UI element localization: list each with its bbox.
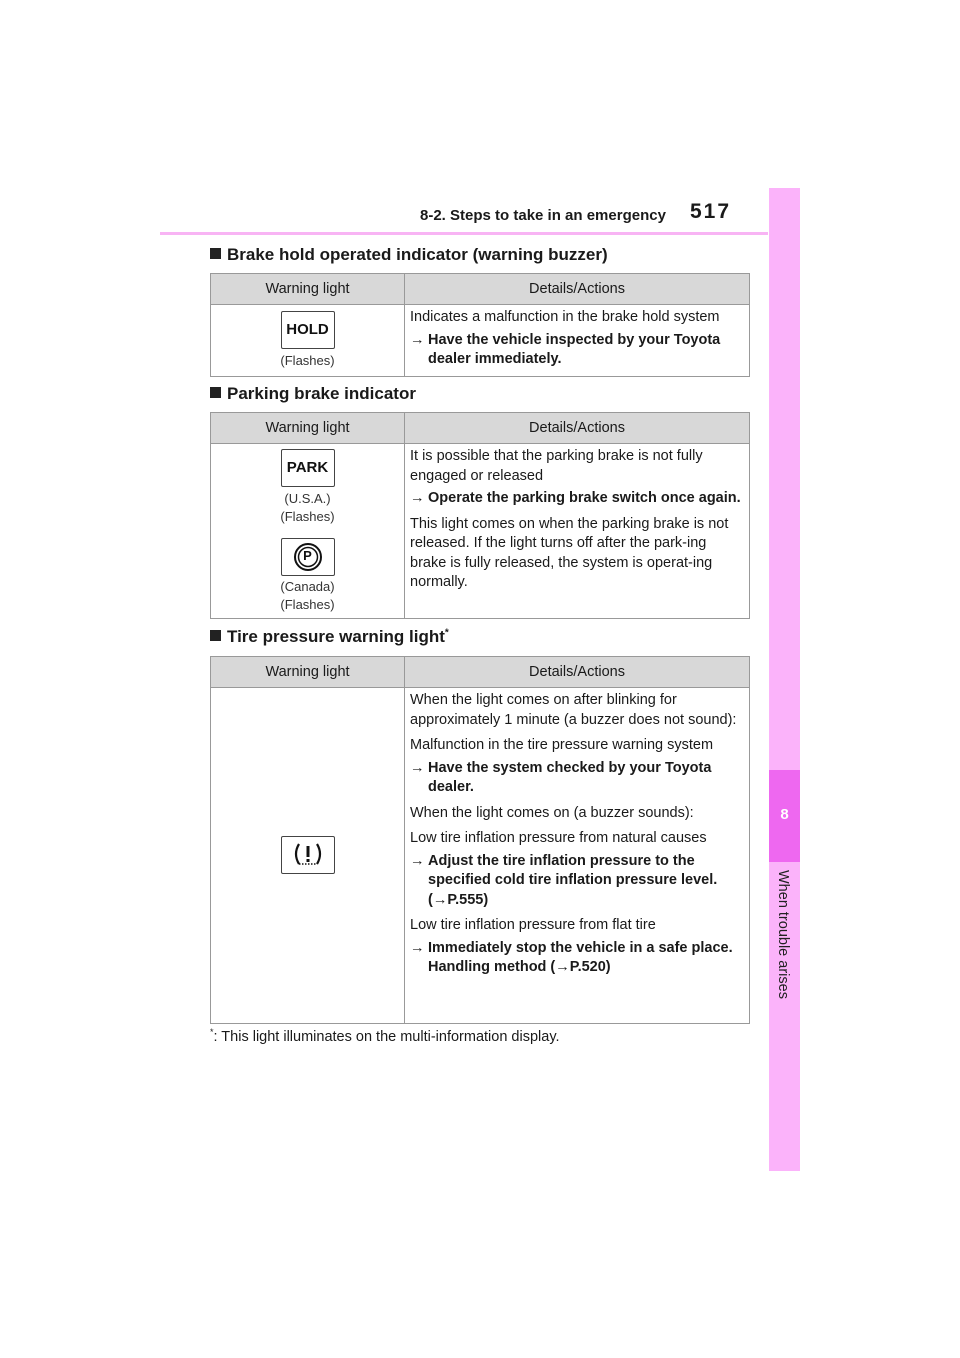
tire-pressure-glyph <box>282 837 334 873</box>
chapter-side-tab <box>769 188 800 1171</box>
detail-text: This light comes on when the parking brake is not released. If the light turns off after the park-ing brake is fully released, the system is operat-ing normally. <box>410 515 729 590</box>
icon-caption-region: (U.S.A.) <box>284 490 331 506</box>
section-title-text: Brake hold operated indicator (warning buzzer) <box>227 245 608 264</box>
col-warning-light: Warning light <box>211 657 405 688</box>
action-text: → Adjust the tire inflation pressure to the specified cold tire inflation pressure level. (→P.555) <box>410 852 744 911</box>
warning-light-cell <box>211 444 405 619</box>
details-cell <box>405 305 750 377</box>
parking-circle-icon <box>281 538 335 576</box>
section-title-parking-brake <box>210 384 416 404</box>
park-icon-label: PARK <box>286 458 329 476</box>
detail-text: Low tire inflation pressure from natural causes <box>410 830 707 846</box>
detail-text: When the light comes on after blinking for approximately 1 minute (a buzzer does not sound): <box>410 692 737 728</box>
header-rule <box>160 232 768 235</box>
parking-brake-table <box>210 412 750 619</box>
brake-hold-table <box>210 273 750 377</box>
bullet-square-icon <box>210 630 221 641</box>
icon-caption: (Flashes) <box>280 596 335 612</box>
action-text: → Operate the parking brake switch once again. <box>410 489 744 509</box>
col-details-actions: Details/Actions <box>405 274 750 305</box>
action-line: Handling method (→P.520) <box>428 959 611 975</box>
footnote-mark: * <box>210 1027 214 1037</box>
detail-text: It is possible that the parking brake is not fully engaged or released <box>410 448 703 484</box>
section-header: 8-2. Steps to take in an emergency <box>420 207 666 224</box>
icon-caption: (Flashes) <box>280 353 335 368</box>
detail-text: Low tire inflation pressure from flat tire <box>410 917 656 933</box>
icon-caption: (Flashes) <box>280 508 335 524</box>
col-details-actions: Details/Actions <box>405 657 750 688</box>
action-text: → Have the vehicle inspected by your Toyota dealer immediately. <box>410 331 744 370</box>
detail-text: Malfunction in the tire pressure warning system <box>410 737 714 753</box>
footnote-mark: * <box>444 627 449 639</box>
park-indicator-icon <box>281 449 335 487</box>
hold-indicator-icon <box>281 311 335 349</box>
icon-caption-region: (Canada) <box>280 578 335 594</box>
page-number: 517 <box>690 200 732 223</box>
chapter-label-tab <box>769 870 800 1010</box>
warning-light-cell <box>211 688 405 1024</box>
details-cell <box>405 444 750 619</box>
section-title-tire-pressure <box>210 627 449 647</box>
action-line: → Immediately stop the vehicle in a safe place. <box>428 939 733 956</box>
bullet-square-icon <box>210 248 221 259</box>
bullet-square-icon <box>210 387 221 398</box>
tire-pressure-table <box>210 656 750 1024</box>
col-details-actions: Details/Actions <box>405 413 750 444</box>
details-cell <box>405 688 750 1024</box>
section-title-text: Tire pressure warning light <box>227 627 445 646</box>
section-title-text: Parking brake indicator <box>227 384 416 403</box>
parking-circle-label: P <box>303 547 312 563</box>
detail-text: Indicates a malfunction in the brake hold system <box>410 309 720 325</box>
col-warning-light: Warning light <box>211 413 405 444</box>
action-text: → Have the system checked by your Toyota dealer. <box>410 759 744 798</box>
action-text <box>410 939 744 978</box>
col-warning-light: Warning light <box>211 274 405 305</box>
detail-text: When the light comes on (a buzzer sounds): <box>410 804 694 821</box>
section-title-brake-hold <box>210 245 608 265</box>
warning-light-cell <box>211 305 405 377</box>
tire-pressure-warning-icon <box>281 836 335 874</box>
chapter-label: When trouble arises <box>775 870 791 999</box>
hold-icon-label: HOLD <box>286 321 329 338</box>
footnote <box>210 1027 560 1045</box>
chapter-number-tab <box>769 770 800 862</box>
footnote-text: : This light illuminates on the multi-information display. <box>213 1028 560 1045</box>
chapter-number: 8 <box>780 806 789 823</box>
